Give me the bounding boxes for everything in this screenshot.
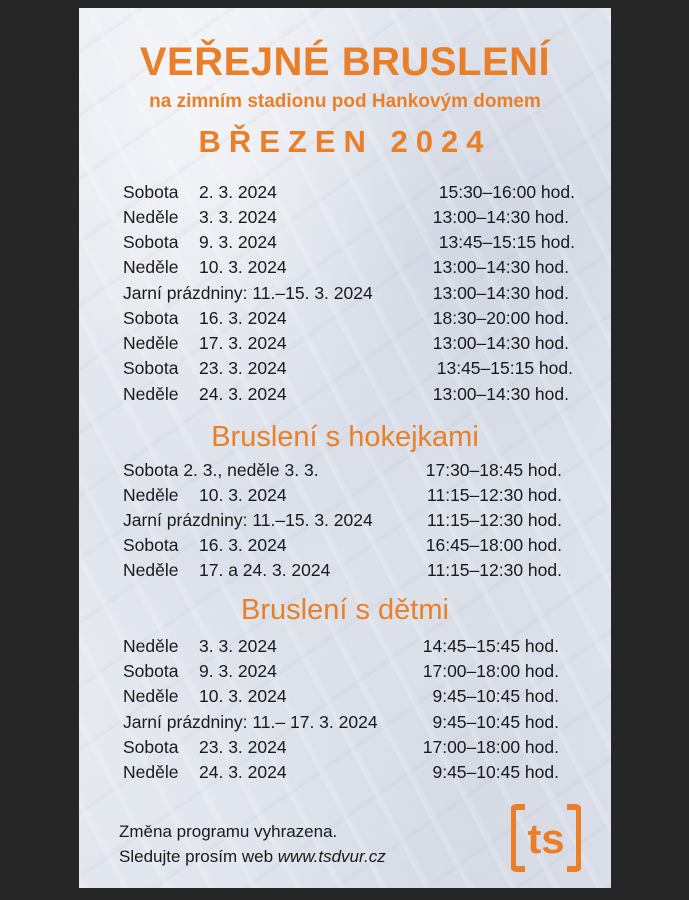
schedule-row bbox=[123, 257, 575, 282]
schedule-row bbox=[123, 384, 575, 409]
poster-subtitle: na zimním stadionu pod Hankovým domem bbox=[149, 91, 541, 112]
schedule-row bbox=[123, 686, 575, 711]
schedule-time: 16:45–18:00 hod. bbox=[425, 535, 562, 555]
schedule-time: 13:00–14:30 hod. bbox=[432, 207, 569, 227]
schedule-date: 17. a 24. 3. 2024 bbox=[199, 560, 331, 580]
schedule-time: 9:45–10:45 hod. bbox=[432, 686, 559, 706]
schedule-row bbox=[123, 510, 575, 535]
schedule-time: 14:45–15:45 hod. bbox=[422, 636, 559, 656]
schedule-date: 3. 3. 2024 bbox=[199, 636, 277, 656]
schedule-row bbox=[123, 460, 575, 485]
schedule-row bbox=[123, 712, 575, 737]
schedule-day: Sobota bbox=[123, 661, 179, 681]
poster bbox=[79, 8, 611, 888]
schedule-day: Neděle bbox=[123, 686, 179, 706]
schedule-row bbox=[123, 308, 575, 333]
schedule-day: Sobota bbox=[123, 535, 179, 555]
schedule-time: 11:15–12:30 hod. bbox=[427, 510, 562, 530]
schedule-time: 13:45–15:15 hod. bbox=[438, 232, 575, 252]
schedule-day: Jarní prázdniny: 11.–15. 3. 2024 bbox=[123, 283, 373, 303]
schedule-date: 23. 3. 2024 bbox=[199, 358, 287, 378]
schedule-time: 17:30–18:45 hod. bbox=[425, 460, 562, 480]
schedule-day: Neděle bbox=[123, 636, 179, 656]
section-title-kids: Bruslení s dětmi bbox=[241, 594, 449, 626]
schedule-time: 13:00–14:30 hod. bbox=[432, 333, 569, 353]
schedule-date: 10. 3. 2024 bbox=[199, 485, 287, 505]
schedule-date: 17. 3. 2024 bbox=[199, 333, 287, 353]
schedule-day: Sobota bbox=[123, 232, 179, 252]
schedule-row bbox=[123, 737, 575, 762]
schedule-date: 23. 3. 2024 bbox=[199, 737, 287, 757]
schedule-date: 10. 3. 2024 bbox=[199, 257, 287, 277]
schedule-day: Jarní prázdniny: 11.–15. 3. 2024 bbox=[123, 510, 373, 530]
schedule-day: Sobota bbox=[123, 737, 179, 757]
schedule-row bbox=[123, 358, 575, 383]
schedule-date: 24. 3. 2024 bbox=[199, 384, 287, 404]
schedule-day: Sobota bbox=[123, 182, 179, 202]
schedule-row bbox=[123, 232, 575, 257]
poster-title: VEŘEJNÉ BRUSLENÍ bbox=[139, 40, 551, 84]
schedule-row bbox=[123, 485, 575, 510]
schedule-date: 3. 3. 2024 bbox=[199, 207, 277, 227]
schedule-day: Neděle bbox=[123, 333, 179, 353]
schedule-date: 16. 3. 2024 bbox=[199, 308, 287, 328]
schedule-row bbox=[123, 560, 575, 585]
schedule-time: 13:00–14:30 hod. bbox=[432, 384, 569, 404]
schedule-row bbox=[123, 762, 575, 787]
schedule-date: 10. 3. 2024 bbox=[199, 686, 287, 706]
schedule-time: 9:45–10:45 hod. bbox=[432, 762, 559, 782]
ts-logo-icon bbox=[511, 803, 581, 873]
schedule-date: 2. 3. 2024 bbox=[199, 182, 277, 202]
schedule-day: Neděle bbox=[123, 207, 179, 227]
schedule-date: 24. 3. 2024 bbox=[199, 762, 287, 782]
poster-month: BŘEZEN 2024 bbox=[198, 124, 492, 159]
schedule-time: 18:30–20:00 hod. bbox=[432, 308, 569, 328]
schedule-row bbox=[123, 661, 575, 686]
schedule-time: 13:45–15:15 hod. bbox=[436, 358, 573, 378]
schedule-time: 15:30–16:00 hod. bbox=[438, 182, 575, 202]
footer-note: Změna programu vyhrazena. bbox=[119, 822, 338, 841]
schedule-time: 11:15–12:30 hod. bbox=[427, 485, 562, 505]
footer-web-line bbox=[119, 847, 386, 867]
schedule-day: Jarní prázdniny: 11.– 17. 3. 2024 bbox=[123, 712, 378, 732]
schedule-date: 16. 3. 2024 bbox=[199, 535, 287, 555]
schedule-day: Neděle bbox=[123, 384, 179, 404]
schedule-day: Neděle bbox=[123, 257, 179, 277]
schedule-date: 9. 3. 2024 bbox=[199, 232, 277, 252]
schedule-day: Sobota bbox=[123, 358, 179, 378]
schedule-day: Neděle bbox=[123, 485, 179, 505]
schedule-day: Sobota 2. 3., neděle 3. 3. bbox=[123, 460, 319, 480]
schedule-time: 17:00–18:00 hod. bbox=[422, 661, 559, 681]
schedule-row bbox=[123, 207, 575, 232]
schedule-time: 13:00–14:30 hod. bbox=[432, 257, 569, 277]
schedule-row bbox=[123, 333, 575, 358]
logo-text: ts bbox=[527, 815, 565, 862]
schedule-time: 9:45–10:45 hod. bbox=[432, 712, 559, 732]
schedule-row bbox=[123, 636, 575, 661]
footer-web-link[interactable]: www.tsdvur.cz bbox=[277, 847, 386, 866]
schedule-row bbox=[123, 182, 575, 207]
schedule-time: 17:00–18:00 hod. bbox=[422, 737, 559, 757]
footer-web-label: Sledujte prosím web bbox=[119, 847, 274, 866]
schedule-time: 13:00–14:30 hod. bbox=[432, 283, 569, 303]
schedule-date: 9. 3. 2024 bbox=[199, 661, 277, 681]
section-title-hockey: Bruslení s hokejkami bbox=[211, 421, 479, 453]
schedule-row bbox=[123, 535, 575, 560]
schedule-row bbox=[123, 283, 575, 308]
schedule-day: Neděle bbox=[123, 560, 179, 580]
schedule-day: Sobota bbox=[123, 308, 179, 328]
schedule-day: Neděle bbox=[123, 762, 179, 782]
schedule-time: 11:15–12:30 hod. bbox=[427, 560, 562, 580]
